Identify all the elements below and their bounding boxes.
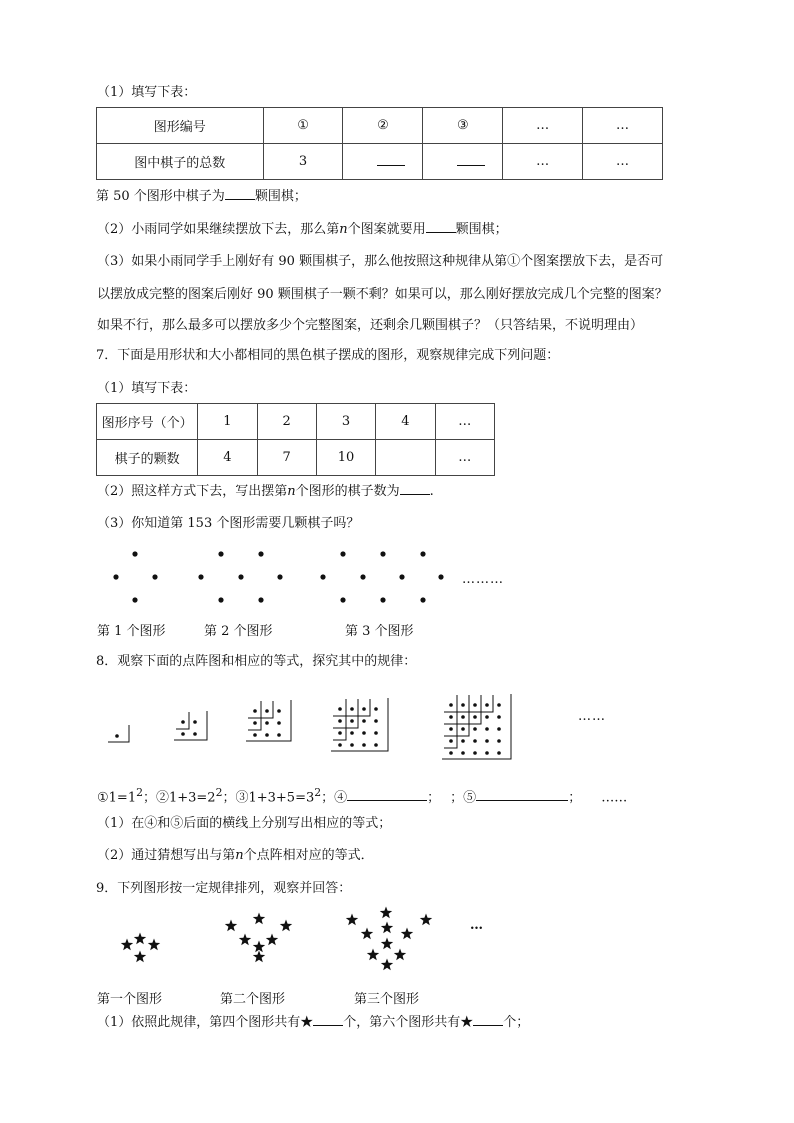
q8-eq4: ；④ xyxy=(321,790,348,806)
q7-table-cell: 3 xyxy=(316,404,375,440)
star-icon xyxy=(361,928,373,940)
q6-table-cell: … xyxy=(503,108,583,144)
q9-caption-1: 第一个图形 xyxy=(97,992,163,1007)
q6-part2-text-c: 颗围棋； xyxy=(455,222,508,237)
q9-ellipsis: … xyxy=(470,918,484,933)
q7-part3: （3）你知道第 153 个图形需要几颗棋子吗？ xyxy=(97,516,360,531)
q8-sup: 2 xyxy=(215,786,223,799)
q8-eq5: ；⑤ xyxy=(450,790,477,806)
q8-ellipsis: …… xyxy=(578,709,606,724)
q8-eq3: ；③1+3+5=3 xyxy=(222,790,315,806)
q7-part2-text-b: 个图形的棋子数为 xyxy=(295,484,400,499)
q9-figure-2 xyxy=(225,913,292,963)
q8-part2-text-a: （2）通过猜想写出与第 xyxy=(97,848,236,863)
star-icon xyxy=(239,934,251,946)
q6-table-cell: … xyxy=(583,108,663,144)
q9-title: 9．下列图形按一定规律排列，观察并回答： xyxy=(96,881,352,896)
star-icon xyxy=(401,928,413,940)
q7-title: 7．下面是用形状和大小都相同的黑色棋子摆成的图形，观察规律完成下列问题： xyxy=(96,348,560,363)
q6-table-cell: 3 xyxy=(263,144,343,180)
q8-eq-tail: …… xyxy=(601,790,628,806)
star-icon xyxy=(420,914,432,926)
star-icon xyxy=(380,907,392,919)
star-icon xyxy=(253,951,265,963)
q7-caption-3: 第 3 个图形 xyxy=(345,624,414,639)
q9-part1-text-c: 个； xyxy=(503,1015,530,1030)
q8-title: 8．观察下面的点阵图和相应的等式，探究其中的规律： xyxy=(96,654,417,669)
q6-part1: （1）填写下表： xyxy=(97,85,197,100)
q9-part1 xyxy=(97,1013,529,1032)
q8-eq-end: ； xyxy=(427,790,441,806)
q9-caption-3: 第三个图形 xyxy=(354,992,420,1007)
q6-part2-text-a: （2）小雨同学如果继续摆放下去，那么第 xyxy=(97,222,340,237)
q7-table-cell: … xyxy=(435,440,494,476)
q6-table-cell: … xyxy=(503,144,583,180)
q6-line50-text-b: 颗围棋； xyxy=(254,189,307,204)
q7-table-cell: 1 xyxy=(198,404,257,440)
q9-part1-blank-1 xyxy=(313,1013,343,1026)
star-icon xyxy=(148,939,160,951)
q7-part1: （1）填写下表： xyxy=(97,381,197,396)
q7-caption-2: 第 2 个图形 xyxy=(204,624,273,639)
q6-table-cell: … xyxy=(583,144,663,180)
q6-table-cell: ① xyxy=(263,108,343,144)
q6-part3-line1: （3）如果小雨同学手上刚好有 90 颗围棋子，那么他按照这种规律从第①个图案摆放下去，是否可 xyxy=(97,254,664,269)
star-icon xyxy=(381,959,393,971)
q7-caption-1: 第 1 个图形 xyxy=(97,624,166,639)
star-icon xyxy=(381,922,393,934)
q8-eq1: ①1=1 xyxy=(97,790,137,806)
q6-part3-line3: 如果不行，那么最多可以摆放多少个完整图案，还剩余几颗围棋子？（只答结果，不说明理由） xyxy=(97,318,644,333)
q9-caption-2: 第二个图形 xyxy=(220,992,286,1007)
star-icon xyxy=(134,951,146,963)
q8-part1: （1）在④和⑤后面的横线上分别写出相应的等式； xyxy=(97,816,392,831)
star-icon xyxy=(225,920,237,932)
q9-part1-text-a: （1）依照此规律，第四个图形共有★ xyxy=(97,1015,314,1030)
star-icon xyxy=(280,920,292,932)
q7-table-cell: … xyxy=(435,404,494,440)
var-n: n xyxy=(235,848,244,863)
q7-ellipsis: ……… xyxy=(462,572,504,587)
q7-table-cell: 图形序号（个） xyxy=(97,404,198,440)
star-icon xyxy=(394,949,406,961)
star-icon xyxy=(346,914,358,926)
q8-part2-text-b: 个点阵相对应的等式． xyxy=(243,848,374,863)
q8-eq-end: ； xyxy=(568,790,582,806)
q7-table-cell: 10 xyxy=(316,440,375,476)
star-icon xyxy=(253,913,265,925)
q8-sup: 2 xyxy=(314,786,322,799)
q6-line50-text-a: 第 50 个图形中棋子为 xyxy=(96,189,225,204)
q6-table-cell: 图形编号 xyxy=(97,108,264,144)
q7-table-cell: 棋子的颗数 xyxy=(97,440,198,476)
var-n: n xyxy=(287,484,296,499)
q6-table-cell: 图中棋子的总数 xyxy=(97,144,264,180)
star-icon xyxy=(121,939,133,951)
q7-table-cell: 4 xyxy=(376,404,435,440)
star-icon xyxy=(266,934,278,946)
q7-part2-text-c: . xyxy=(429,484,434,499)
q6-part3-line2: 以摆放成完整的图案后刚好 90 颗围棋子一颗不剩？如果可以，那么刚好摆放完成几个完整的图案？ xyxy=(97,287,668,302)
q6-part2-text-b: 个图案就要用 xyxy=(347,222,426,237)
q6-table-cell: ③ xyxy=(423,108,503,144)
q7-part2-text-a: （2）照这样方式下去，写出摆第 xyxy=(97,484,288,499)
q8-sup: 2 xyxy=(136,786,143,799)
q7-table-cell: 4 xyxy=(198,440,257,476)
star-icon xyxy=(367,949,379,961)
q9-figure-1 xyxy=(121,933,160,963)
q9-figure-3 xyxy=(346,907,432,971)
star-icon xyxy=(134,933,146,945)
q9-part1-blank-2 xyxy=(473,1013,503,1026)
q6-table-cell: ② xyxy=(343,108,423,144)
q8-eq2: ；②1+3=2 xyxy=(142,790,216,806)
star-icon xyxy=(381,938,393,950)
q9-part1-text-b: 个，第六个图形共有★ xyxy=(343,1015,474,1030)
q7-table-cell: 2 xyxy=(257,404,316,440)
q7-table-cell: 7 xyxy=(257,440,316,476)
var-n: n xyxy=(339,222,348,237)
